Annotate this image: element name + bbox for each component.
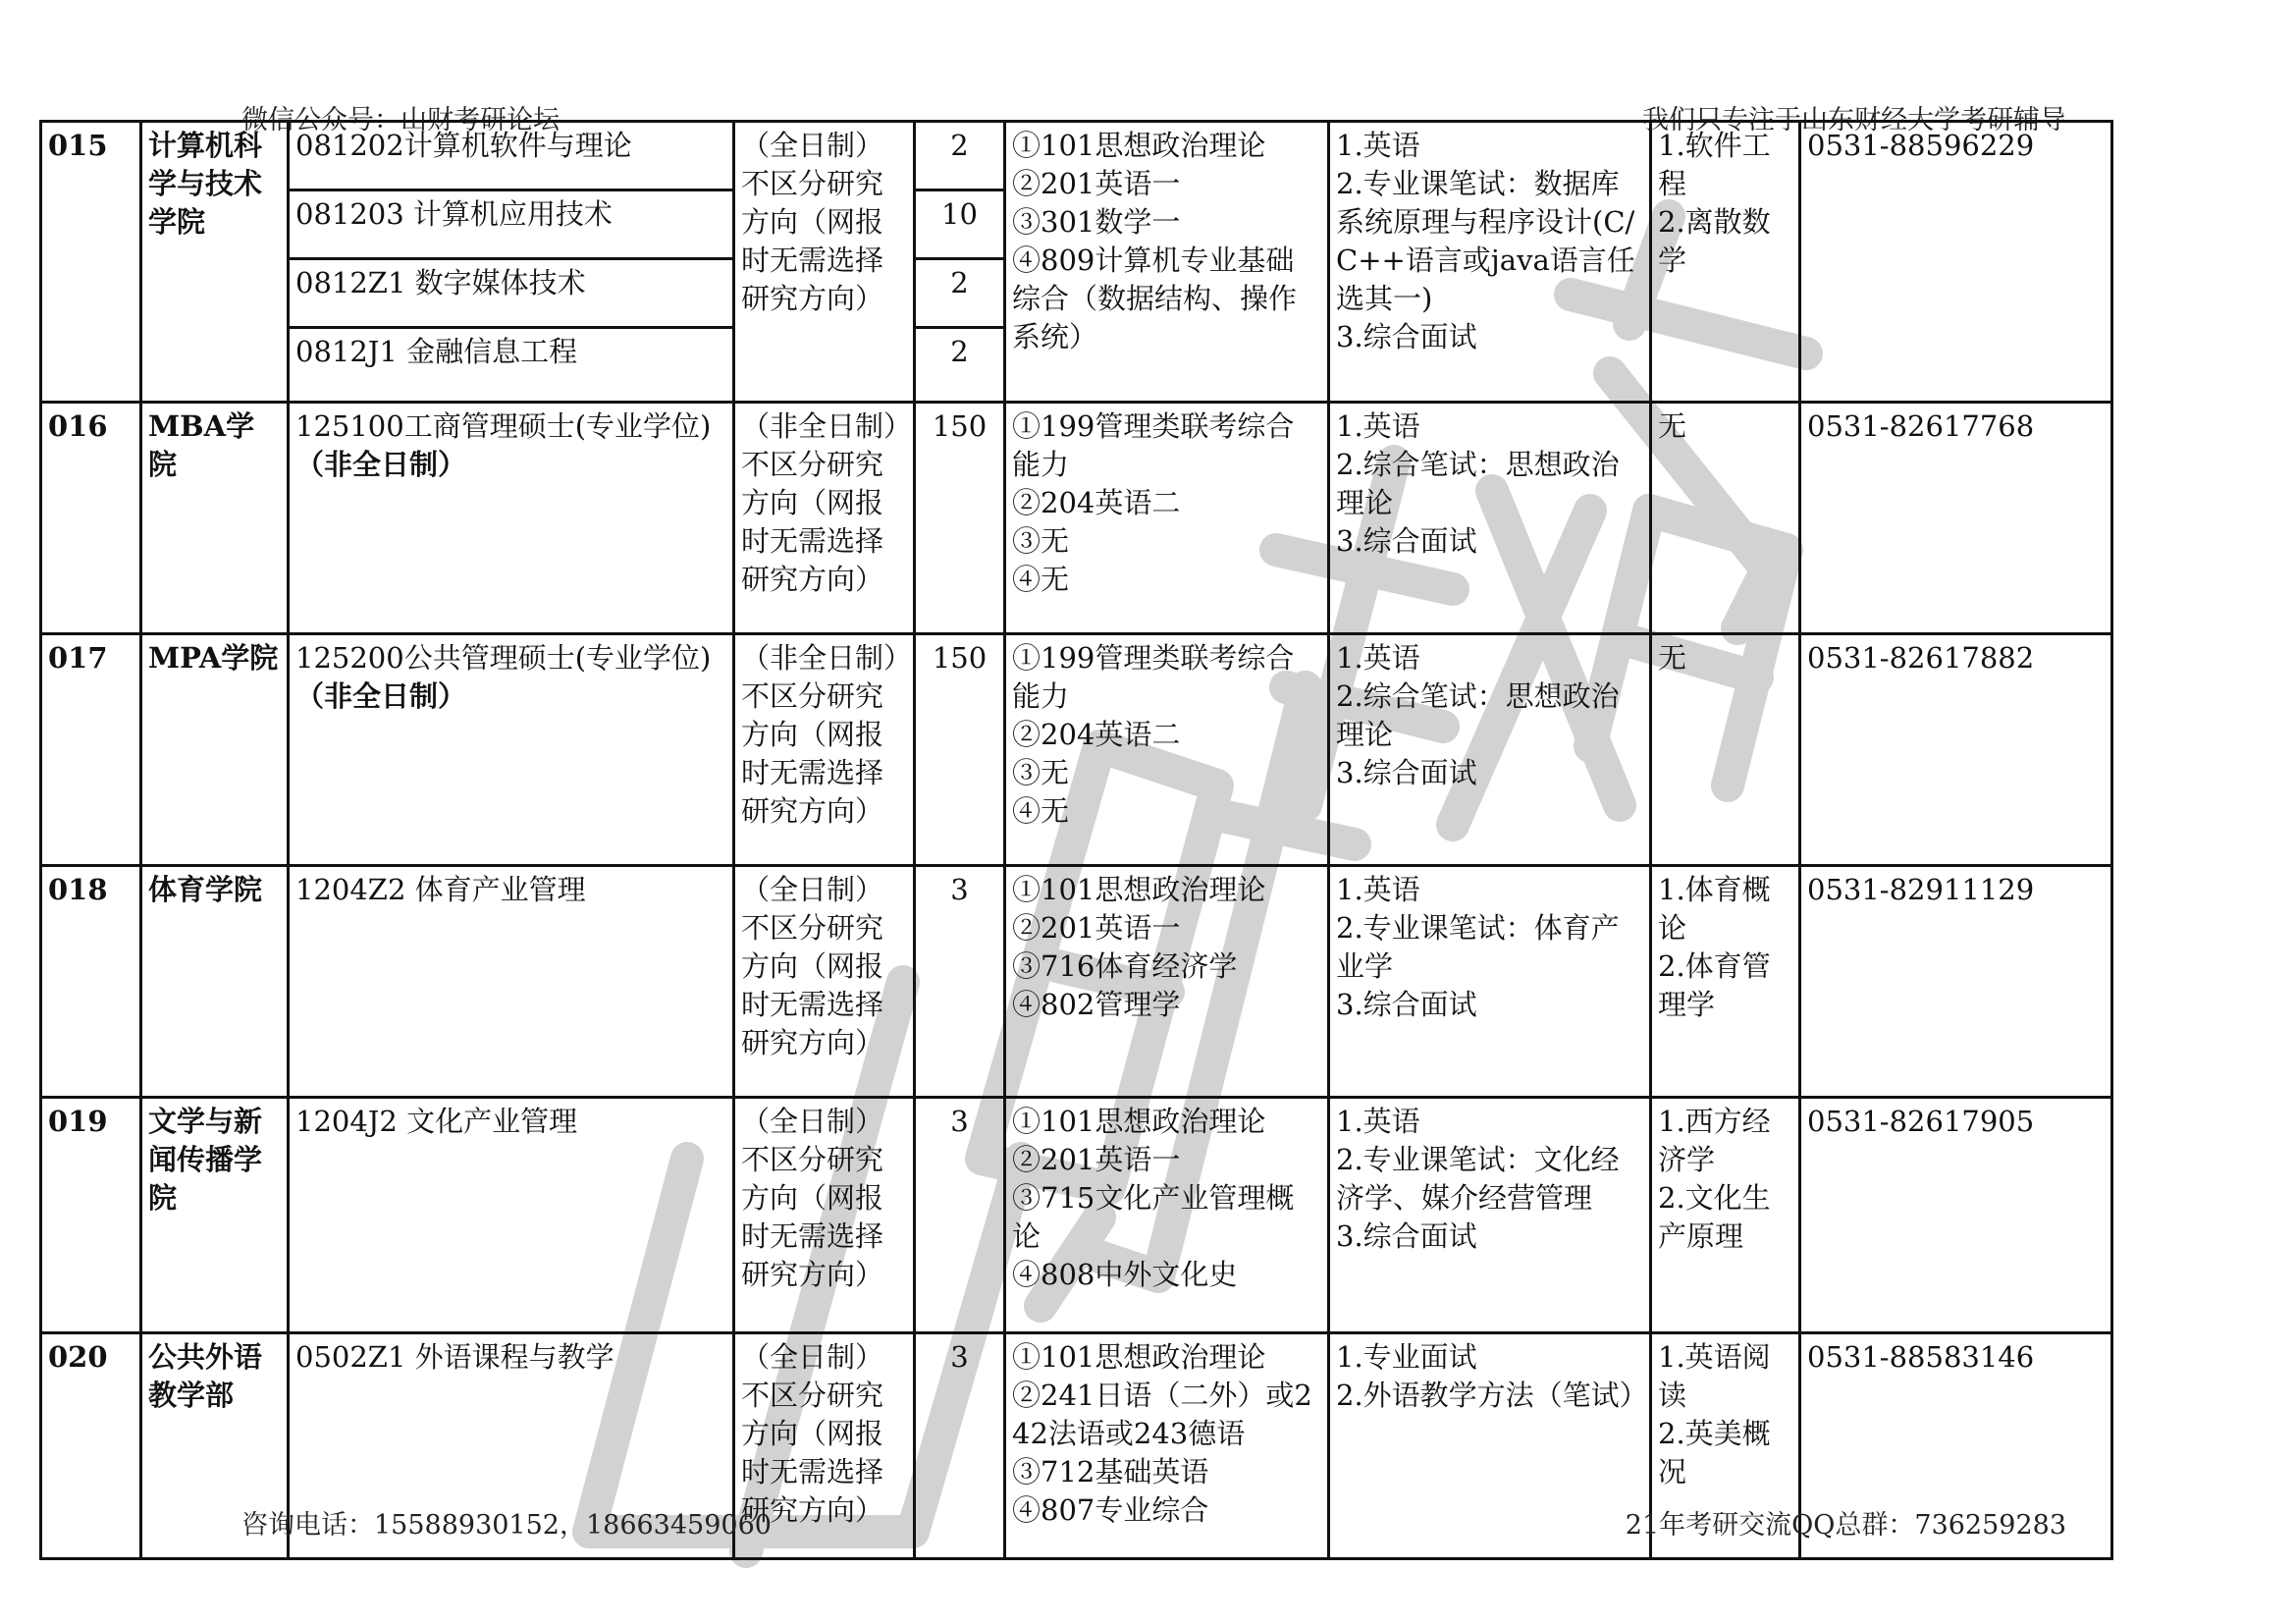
extra-item: 无 xyxy=(1658,409,1687,443)
exam-item: ①101思想政治理论 xyxy=(1012,1340,1266,1374)
quota: 2 xyxy=(915,328,1005,403)
major-name: 1204J2 文化产业管理 xyxy=(289,1098,734,1333)
major-name: 0502Z1 外语课程与教学 xyxy=(289,1333,734,1559)
exam-item: ③无 xyxy=(1012,524,1070,558)
retest-subjects xyxy=(1329,1333,1651,1559)
dept-code: 018 xyxy=(41,866,141,1098)
enrollment-catalog-table xyxy=(39,120,2113,1560)
exam-item: ④809计算机专业基础综合（数据结构、操作系统） xyxy=(1012,244,1298,353)
exam-item: ①199管理类联考综合能力 xyxy=(1012,409,1295,481)
exam-subjects xyxy=(1005,1333,1329,1559)
retest-item: 2.专业课笔试：体育产业学 xyxy=(1336,911,1620,983)
extra-item: 1.西方经济学 xyxy=(1658,1105,1771,1176)
contact-phone: 0531-82617768 xyxy=(1800,403,2112,634)
study-mode: （全日制）不区分研究方向（网报时无需选择研究方向） xyxy=(734,866,915,1098)
extra-item: 1.软件工程 xyxy=(1658,129,1771,200)
major-note: （非全日制） xyxy=(295,448,467,481)
extra-item: 无 xyxy=(1658,641,1687,675)
retest-item: 3.综合面试 xyxy=(1336,1219,1477,1253)
exam-item: ③无 xyxy=(1012,756,1070,789)
exam-item: ④无 xyxy=(1012,563,1070,596)
retest-item: 2.外语教学方法（笔试） xyxy=(1336,1379,1648,1412)
retest-item: 2.综合笔试：思想政治理论 xyxy=(1336,679,1620,751)
extra-item: 1.体育概论 xyxy=(1658,873,1771,945)
dept-name: MBA学院 xyxy=(141,403,289,634)
retest-item: 1.英语 xyxy=(1336,1105,1420,1138)
major-name: 0812J1 金融信息工程 xyxy=(289,328,734,403)
retest-subjects xyxy=(1329,122,1651,403)
exam-item: ②201英语一 xyxy=(1012,911,1181,945)
table-row xyxy=(41,866,2112,1098)
major-name: 0812Z1 数字媒体技术 xyxy=(289,259,734,328)
retest-item: 3.综合面试 xyxy=(1336,524,1477,558)
retest-item: 3.综合面试 xyxy=(1336,988,1477,1021)
exam-item: ③301数学一 xyxy=(1012,205,1181,239)
retest-item: 1.专业面试 xyxy=(1336,1340,1477,1374)
quota: 2 xyxy=(915,259,1005,328)
retest-subjects xyxy=(1329,1098,1651,1333)
major-name: 125200公共管理硕士(专业学位) xyxy=(295,641,712,675)
contact-phone: 0531-88596229 xyxy=(1800,122,2112,403)
contact-phone: 0531-88583146 xyxy=(1800,1333,2112,1559)
footer-left-text: 咨询电话：15588930152，18663459060 xyxy=(241,1510,772,1541)
exam-subjects xyxy=(1005,122,1329,403)
footer-right-text: 21年考研交流QQ总群：736259283 xyxy=(1625,1510,2066,1541)
dept-code: 016 xyxy=(41,403,141,634)
major-note: （非全日制） xyxy=(295,679,467,713)
exam-item: ③716体育经济学 xyxy=(1012,949,1238,983)
study-mode: （非全日制）不区分研究方向（网报时无需选择研究方向） xyxy=(734,403,915,634)
contact-phone: 0531-82911129 xyxy=(1800,866,2112,1098)
exam-item: ②241日语（二外）或242法语或243德语 xyxy=(1012,1379,1312,1450)
retest-item: 1.英语 xyxy=(1336,873,1420,906)
study-mode: （全日制）不区分研究方向（网报时无需选择研究方向） xyxy=(734,1333,915,1559)
major-cell xyxy=(289,634,734,866)
retest-subjects xyxy=(1329,403,1651,634)
quota: 150 xyxy=(915,403,1005,634)
exam-item: ①101思想政治理论 xyxy=(1012,129,1266,162)
exam-item: ②204英语二 xyxy=(1012,718,1181,751)
extra-subjects xyxy=(1651,1098,1800,1333)
quota: 2 xyxy=(915,122,1005,190)
extra-item: 2.文化生产原理 xyxy=(1658,1181,1771,1253)
quota: 3 xyxy=(915,1098,1005,1333)
quota: 3 xyxy=(915,866,1005,1098)
retest-item: 1.英语 xyxy=(1336,129,1420,162)
quota: 150 xyxy=(915,634,1005,866)
dept-name: 计算机科学与技术学院 xyxy=(141,122,289,403)
exam-item: ①199管理类联考综合能力 xyxy=(1012,641,1295,713)
retest-item: 2.专业课笔试：数据库系统原理与程序设计(C/C++语言或java语言任选其一) xyxy=(1336,167,1635,315)
extra-subjects xyxy=(1651,634,1800,866)
exam-item: ④无 xyxy=(1012,794,1070,828)
exam-item: ②201英语一 xyxy=(1012,1143,1181,1176)
exam-item: ①101思想政治理论 xyxy=(1012,1105,1266,1138)
retest-item: 1.英语 xyxy=(1336,641,1420,675)
extra-subjects xyxy=(1651,122,1800,403)
retest-item: 2.综合笔试：思想政治理论 xyxy=(1336,448,1620,519)
extra-item: 2.英美概况 xyxy=(1658,1417,1771,1489)
header-left-text: 微信公众号：山财考研论坛 xyxy=(241,105,560,135)
retest-item: 2.专业课笔试：文化经济学、媒介经营管理 xyxy=(1336,1143,1620,1215)
table-row xyxy=(41,1098,2112,1333)
quota: 3 xyxy=(915,1333,1005,1559)
exam-subjects xyxy=(1005,866,1329,1098)
dept-name: 体育学院 xyxy=(141,866,289,1098)
exam-item: ②204英语二 xyxy=(1012,486,1181,519)
retest-item: 3.综合面试 xyxy=(1336,756,1477,789)
exam-item: ③712基础英语 xyxy=(1012,1455,1209,1489)
dept-code: 015 xyxy=(41,122,141,403)
dept-name: 公共外语教学部 xyxy=(141,1333,289,1559)
dept-code: 020 xyxy=(41,1333,141,1559)
extra-item: 1.英语阅读 xyxy=(1658,1340,1771,1412)
exam-subjects xyxy=(1005,1098,1329,1333)
dept-name: 文学与新闻传播学院 xyxy=(141,1098,289,1333)
extra-item: 2.体育管理学 xyxy=(1658,949,1771,1021)
contact-phone: 0531-82617882 xyxy=(1800,634,2112,866)
retest-item: 3.综合面试 xyxy=(1336,320,1477,353)
exam-item: ①101思想政治理论 xyxy=(1012,873,1266,906)
study-mode: （全日制）不区分研究方向（网报时无需选择研究方向） xyxy=(734,122,915,403)
table-row xyxy=(41,634,2112,866)
table-row xyxy=(41,122,2112,190)
exam-item: ④802管理学 xyxy=(1012,988,1181,1021)
major-name: 081203 计算机应用技术 xyxy=(289,190,734,259)
extra-subjects xyxy=(1651,866,1800,1098)
major-name: 1204Z2 体育产业管理 xyxy=(289,866,734,1098)
quota: 10 xyxy=(915,190,1005,259)
exam-subjects xyxy=(1005,403,1329,634)
extra-item: 2.离散数学 xyxy=(1658,205,1771,277)
exam-subjects xyxy=(1005,634,1329,866)
exam-item: ②201英语一 xyxy=(1012,167,1181,200)
exam-item: ④808中外文化史 xyxy=(1012,1258,1238,1291)
extra-subjects xyxy=(1651,403,1800,634)
major-name: 081202计算机软件与理论 xyxy=(289,122,734,190)
table-row xyxy=(41,403,2112,634)
exam-item: ③715文化产业管理概论 xyxy=(1012,1181,1295,1253)
retest-subjects xyxy=(1329,634,1651,866)
dept-code: 017 xyxy=(41,634,141,866)
retest-subjects xyxy=(1329,866,1651,1098)
major-cell xyxy=(289,403,734,634)
major-name: 125100工商管理硕士(专业学位) xyxy=(295,409,712,443)
contact-phone: 0531-82617905 xyxy=(1800,1098,2112,1333)
study-mode: （非全日制）不区分研究方向（网报时无需选择研究方向） xyxy=(734,634,915,866)
dept-name: MPA学院 xyxy=(141,634,289,866)
study-mode: （全日制）不区分研究方向（网报时无需选择研究方向） xyxy=(734,1098,915,1333)
retest-item: 1.英语 xyxy=(1336,409,1420,443)
dept-code: 019 xyxy=(41,1098,141,1333)
header-right-text: 我们只专注于山东财经大学考研辅导 xyxy=(1642,105,2066,135)
exam-item: ④807专业综合 xyxy=(1012,1493,1209,1527)
